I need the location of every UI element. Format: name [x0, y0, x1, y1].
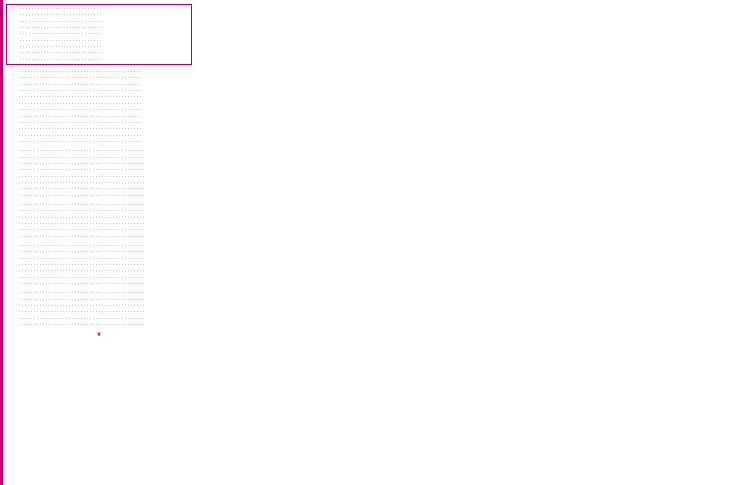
- item-price: [103, 56, 123, 62]
- soups-section: [6, 147, 192, 199]
- menu-item[interactable]: [8, 280, 190, 286]
- menu-column: [0, 0, 192, 339]
- item-number: [8, 321, 19, 327]
- item-name: [19, 280, 146, 286]
- item-number: [9, 56, 20, 62]
- item-price: [167, 56, 189, 62]
- menu-column: [196, 0, 374, 105]
- item-price: [146, 321, 168, 327]
- item-name: [19, 138, 142, 144]
- fried-rice-section: [6, 242, 192, 287]
- item-name: [20, 56, 103, 62]
- item-price: [146, 192, 168, 198]
- item-price: [168, 321, 190, 327]
- left-accent-bar: [0, 0, 3, 485]
- menu-item[interactable]: [8, 233, 190, 239]
- left-footer: [6, 332, 192, 339]
- chili-icon: ❦: [96, 331, 102, 338]
- item-number: [8, 233, 19, 239]
- item-price: [164, 138, 190, 144]
- menu-item[interactable]: [9, 56, 189, 62]
- item-name: [19, 233, 146, 239]
- item-number: [8, 280, 19, 286]
- house-specialties-section: [6, 4, 192, 65]
- lo-mein-section: [6, 289, 192, 328]
- item-price: [123, 56, 145, 62]
- item-price: [146, 233, 168, 239]
- item-price: [145, 56, 167, 62]
- item-number: [8, 138, 19, 144]
- item-price: [168, 233, 190, 239]
- item-price: [168, 192, 190, 198]
- item-name: [19, 192, 146, 198]
- item-number: [8, 192, 19, 198]
- hot-spicy-legend: [6, 332, 192, 339]
- menu-item[interactable]: [8, 321, 190, 327]
- item-name: [19, 321, 146, 327]
- appetizer-section: [6, 68, 192, 145]
- item-price: [168, 280, 190, 286]
- chow-mein-section: [6, 201, 192, 240]
- item-price: [142, 138, 164, 144]
- menu-item[interactable]: [8, 138, 190, 144]
- item-price: [146, 280, 168, 286]
- chow-mei-fun-section: [196, 104, 374, 105]
- menu-item[interactable]: [8, 192, 190, 198]
